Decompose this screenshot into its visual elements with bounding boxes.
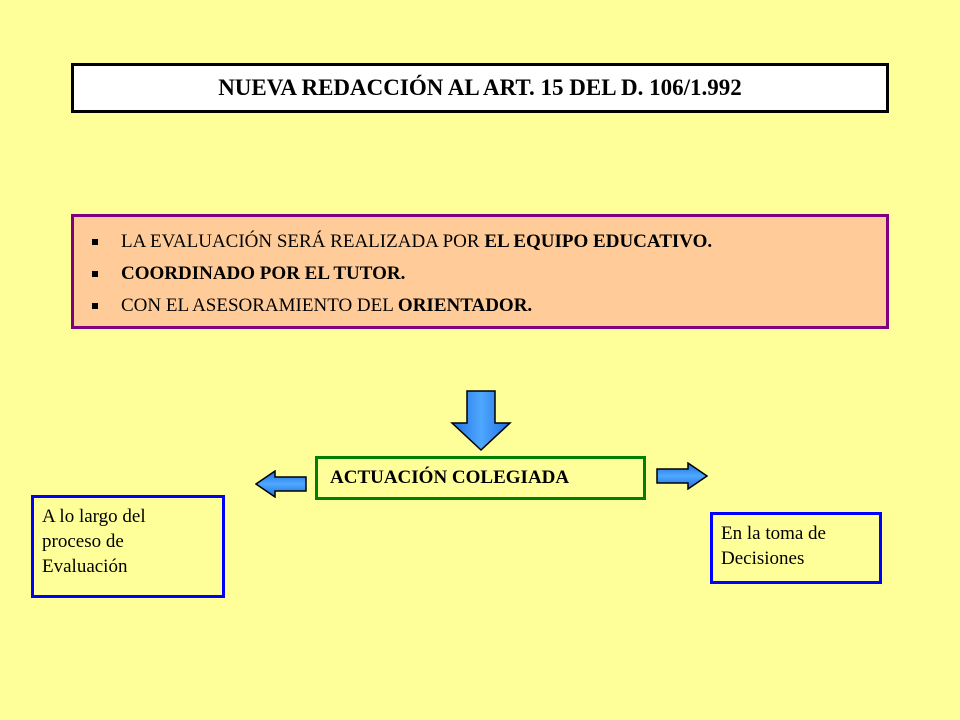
- left-arrow-icon: [255, 470, 307, 498]
- left-box-line: proceso de: [42, 531, 124, 552]
- bullet-text: [121, 295, 532, 317]
- bullet-bold-text: COORDINADO POR EL TUTOR.: [121, 263, 406, 284]
- left-box-line: Evaluación: [42, 556, 128, 577]
- square-bullet-icon: [92, 239, 98, 245]
- right-note-box: [710, 512, 882, 584]
- right-arrow-icon: [656, 462, 708, 490]
- bullet-item-orientador: [88, 290, 886, 322]
- bullet-text: [121, 263, 405, 285]
- bullet-normal-text: CON EL ASESORAMIENTO DEL: [121, 295, 398, 316]
- bullet-list-box: [71, 214, 889, 329]
- square-bullet-icon: [92, 271, 98, 277]
- center-box-label: ACTUACIÓN COLEGIADA: [330, 467, 570, 488]
- bullet-normal-text: LA EVALUACIÓN SERÁ REALIZADA POR: [121, 231, 485, 252]
- actuacion-colegiada-box: [315, 456, 646, 500]
- bullet-bold-text: ORIENTADOR.: [397, 295, 533, 316]
- down-arrow-icon: [450, 390, 512, 452]
- left-box-line: A lo largo del: [42, 506, 146, 527]
- left-note-box: [31, 495, 225, 598]
- slide-title: NUEVA REDACCIÓN AL ART. 15 DEL D. 106/1.992: [218, 75, 742, 100]
- bullet-item-tutor: [88, 258, 886, 290]
- title-box: [71, 63, 889, 113]
- bullet-bold-text: EL EQUIPO EDUCATIVO.: [484, 231, 713, 252]
- right-box-line: En la toma de: [721, 523, 826, 544]
- bullet-text: [121, 231, 712, 253]
- bullet-item-equipo: [88, 226, 886, 258]
- square-bullet-icon: [92, 303, 98, 309]
- right-box-line: Decisiones: [721, 548, 805, 569]
